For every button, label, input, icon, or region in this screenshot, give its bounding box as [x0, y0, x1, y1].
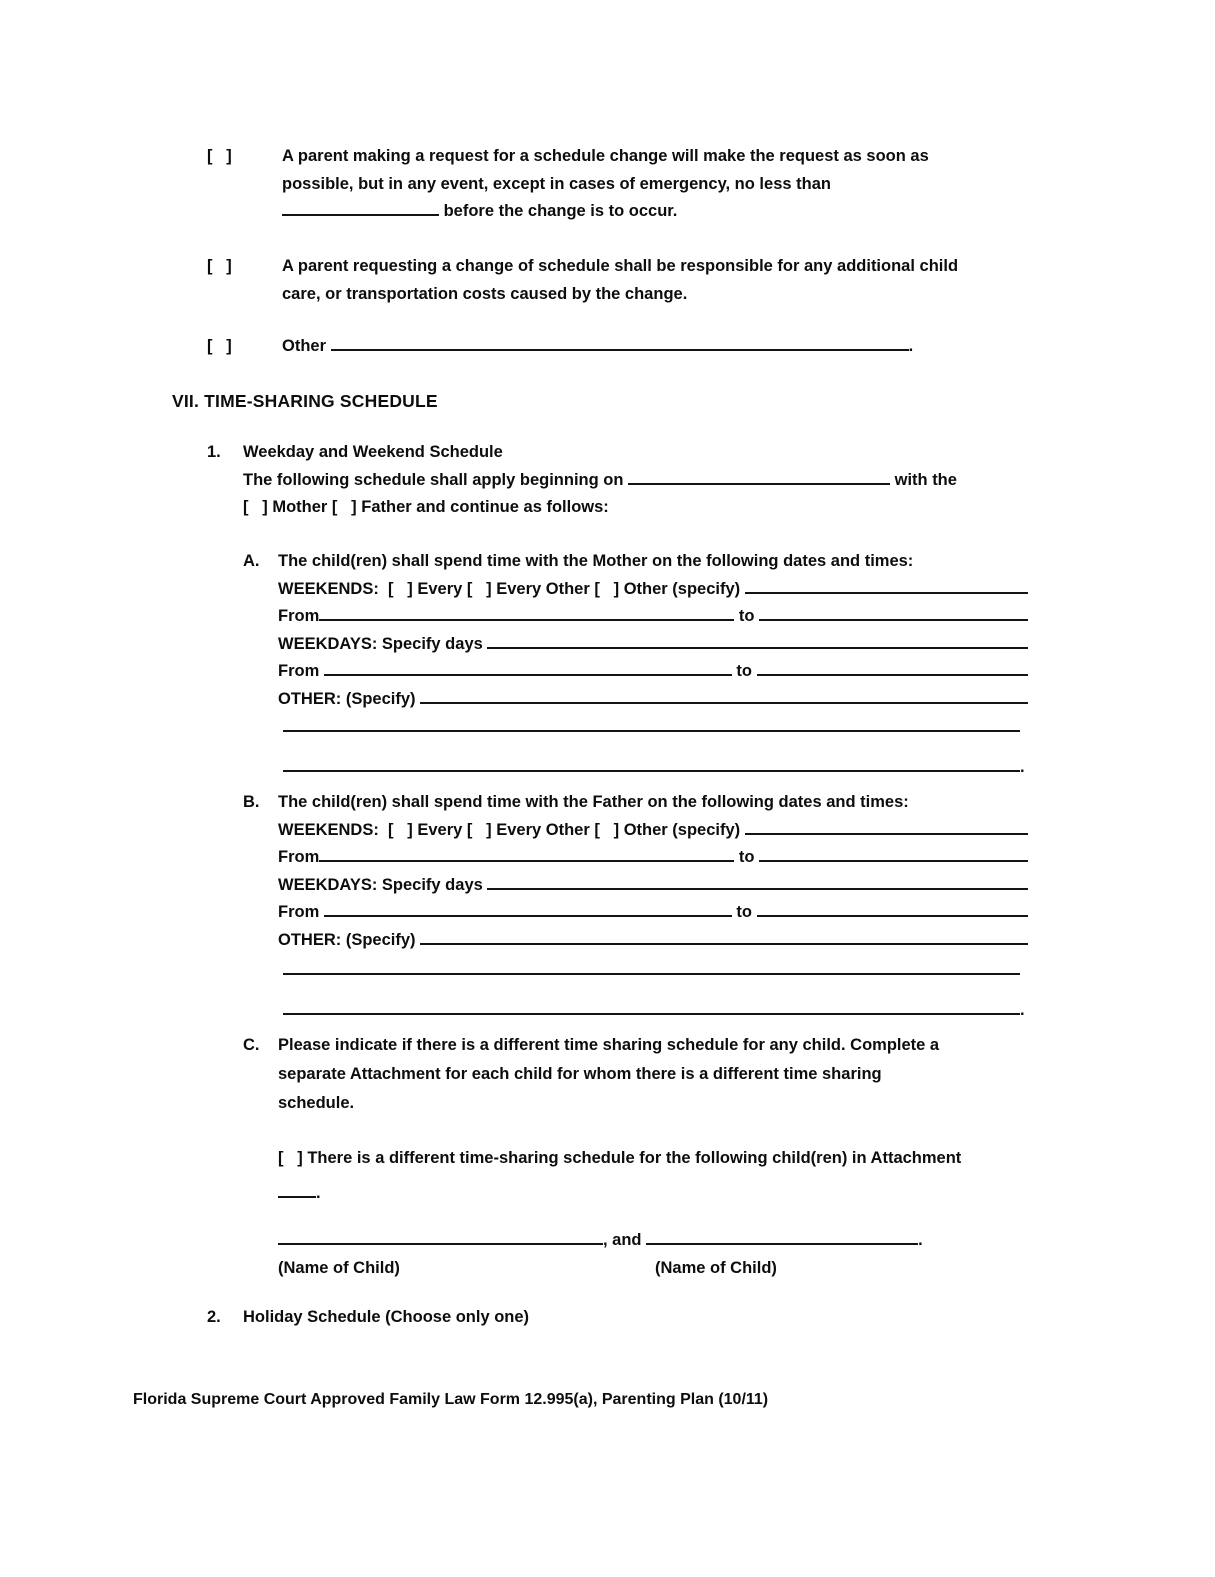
continuation-period: . [1020, 1000, 1025, 1019]
blank-continuation-1 [283, 969, 1020, 975]
blank-weekends-other [745, 829, 1028, 835]
item-number-2: 2. [207, 1308, 221, 1326]
from-label: From [278, 848, 320, 866]
weekdays-label: WEEKDAYS: Specify days [278, 634, 488, 653]
item-number-1: 1. [207, 443, 221, 461]
blank-weekdays-from [324, 911, 732, 917]
section-b-parent-name: Father [592, 793, 643, 811]
section-c-letter: C. [243, 1036, 260, 1054]
section-c-para-line-2: separate Attachment for each child for whom there is a different time sharing [278, 1065, 882, 1083]
section-b-intro-post: on the following dates and times: [642, 793, 909, 811]
blank-child-name-2 [646, 1239, 918, 1245]
apply-with-the-label: with the [890, 470, 957, 489]
mother-label: Mother [267, 498, 332, 516]
checkbox-every-other: [ ] [466, 820, 492, 839]
blank-weekends-other [745, 588, 1028, 594]
section-b [243, 789, 1028, 1024]
holiday-subtitle: (Choose only one) [380, 1308, 530, 1326]
checkbox-other-specify: [ ] [594, 820, 620, 839]
other-label: Other [282, 337, 331, 355]
checkbox-other [207, 333, 282, 361]
other-specify-line-label: OTHER: (Specify) [278, 930, 421, 949]
holiday-title: Holiday Schedule [243, 1308, 381, 1326]
blank-other-specify [420, 698, 1028, 704]
to-label: to [734, 607, 759, 625]
blank-begin-date [628, 479, 890, 485]
names-period: . [918, 1231, 923, 1249]
weekends-label: WEEKENDS: [278, 579, 389, 598]
checkbox: [ ] [207, 147, 232, 165]
intro-item-3 [207, 333, 1072, 361]
every-other-label: Every Other [491, 579, 595, 598]
blank-notice-period [282, 210, 439, 216]
from-label: From [278, 662, 324, 680]
weekday-weekend-block [207, 439, 1033, 522]
checkbox-different-schedule: [ ] [278, 1149, 303, 1167]
other-specify-label: Other (specify) [619, 820, 745, 839]
continuation-period: . [1020, 757, 1025, 776]
form-footer: Florida Supreme Court Approved Family Law Form 12.995(a), Parenting Plan (10/11) [133, 1391, 769, 1408]
name-of-child-label-1: (Name of Child) [278, 1258, 400, 1277]
checkbox-every: [ ] [388, 579, 413, 598]
and-label: , and [603, 1231, 647, 1249]
blank-weekends-to [759, 856, 1028, 862]
weekday-weekend-title: Weekday and Weekend Schedule [243, 443, 503, 461]
section-a-letter: A. [243, 552, 260, 570]
from-label: From [278, 607, 320, 625]
blank-weekdays-from [324, 670, 732, 676]
checkbox-mother: [ ] [243, 498, 268, 516]
checkbox-every: [ ] [388, 820, 413, 839]
intro-item-1-line-2: possible, but in any event, except in cases of emergency, no less than [282, 174, 831, 193]
weekdays-label: WEEKDAYS: Specify days [278, 875, 488, 894]
name-of-child-label-2: (Name of Child) [655, 1258, 777, 1277]
blank-weekdays-to [757, 911, 1028, 917]
blank-weekends-from [319, 856, 734, 862]
section-vii-heading: VII. TIME-SHARING SCHEDULE [172, 391, 438, 411]
section-c-para-line-3: schedule. [278, 1094, 355, 1112]
checkbox-schedule-change-request [207, 143, 282, 171]
attachment-period: . [316, 1183, 321, 1202]
intro-item-1-line-1: A parent making a request for a schedule change will make the request as soon as [282, 147, 929, 165]
apply-beginning-label: The following schedule shall apply beginning on [243, 470, 629, 489]
holiday-block [207, 1304, 1033, 1332]
weekends-label: WEEKENDS: [278, 820, 389, 839]
every-label: Every [412, 579, 467, 598]
intro-item-2 [207, 253, 1072, 308]
checkbox-father: [ ] [331, 498, 357, 516]
intro-item-2-line-2: care, or transportation costs caused by the change. [282, 284, 688, 303]
section-c-para-line-1: Please indicate if there is a different time sharing schedule for any child. Complete a [278, 1036, 940, 1054]
checkbox: [ ] [207, 257, 232, 275]
checkbox-other-specify: [ ] [594, 579, 620, 598]
blank-weekends-to [759, 615, 1028, 621]
other-period: . [908, 337, 914, 355]
to-label: to [731, 662, 757, 680]
blank-continuation-1 [283, 726, 1020, 732]
blank-other [331, 345, 909, 351]
from-label: From [278, 903, 324, 921]
to-label: to [734, 848, 759, 866]
every-label: Every [412, 820, 467, 839]
section-a-intro-post: on the following dates and times: [647, 552, 914, 570]
section-b-letter: B. [243, 793, 260, 811]
blank-attachment [278, 1192, 316, 1198]
blank-child-name-1 [278, 1239, 603, 1245]
blank-continuation-2 [283, 1009, 1020, 1015]
blank-weekdays [487, 884, 1028, 890]
blank-weekdays [487, 643, 1028, 649]
section-a [243, 548, 1028, 781]
blank-weekends-from [319, 615, 734, 621]
checkbox-change-responsibility [207, 253, 282, 281]
blank-continuation-2 [283, 766, 1020, 772]
blank-other-specify [420, 939, 1028, 945]
checkbox-every-other: [ ] [466, 579, 492, 598]
section-b-intro-pre: The child(ren) shall spend time with the [278, 793, 593, 811]
every-other-label: Every Other [491, 820, 595, 839]
section-a-intro-pre: The child(ren) shall spend time with the [278, 552, 593, 570]
intro-item-2-line-1: A parent requesting a change of schedule shall be responsible for any additional child [282, 257, 959, 275]
other-specify-label: Other (specify) [619, 579, 745, 598]
checkbox: [ ] [207, 337, 232, 355]
attachment-statement: There is a different time-sharing schedule for the following child(ren) in Attachment [302, 1149, 962, 1167]
other-specify-line-label: OTHER: (Specify) [278, 689, 421, 708]
to-label: to [731, 903, 757, 921]
father-label: Father and continue as follows: [356, 498, 609, 516]
blank-weekdays-to [757, 670, 1028, 676]
intro-item-1-line-3: before the change is to occur. [439, 202, 678, 220]
section-c [243, 1032, 1028, 1282]
section-a-parent-name: Mother [592, 552, 648, 570]
intro-item-1 [207, 143, 1072, 226]
